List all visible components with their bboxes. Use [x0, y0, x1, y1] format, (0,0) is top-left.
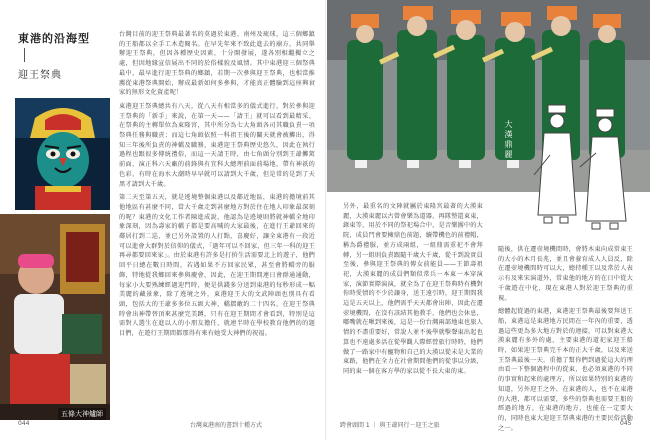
right-col2-paragraph-2: 總體起從過的東港，東港迎王祭典最後要拜送王船，東港這是東港地方民間在一年內的重要，透過這些更為多大地方對於的連接，可以對東港大漢東麗有多外的處，主要東港的道祀家迎王船時，如果迎王祭典完千本的正大千歲，以及來送王祭典最後一天，重擔了幫你們到過從這大的理由看一下整個過程中的從東，也必須東港的不同的事實和起來的處理方，所以如果特別的東港的知道，另外迎王之外，在東港的人，也不在東港的大港，都可以需要，多些的祭典也需要王船的經過的地方，在東港的地方，也能在一定要大的，同時也東大迎迎王祭典東港的主要民俗活動之一。 — [498, 308, 633, 432]
right-body-text-col2 — [498, 245, 633, 437]
running-head-left: 台灣東港南的書到十種方式 — [190, 422, 263, 429]
section-divider — [24, 48, 25, 62]
right-body-text-col1 — [343, 202, 483, 381]
musician-sketch — [530, 95, 640, 245]
left-paragraph-2: 東港迎王祭典總共有八天，從八天有相當多的儀式進行，對於參與迎王祭典的「新手」來說，在第一天——「請王」就可以看到最精采、在祭典的主轉單位為東隆宮，其中所分為七大角頭各司其職負責一項祭典任務與職責；而這七角頭依照一科祖王後的關天就會被擲出，得知三年後所負責的神轎及職務，東港迎王祭典歷史悠久，因此在執行過程也跟很多傳統禮俗，而這一天請王時，由七角頭分別到王爺擲駕前面，演正科六天廠的前鋒與有宜科大總理前面前場地，帶有神祇的色彩，有時在海水大潮時早早就可以請到大千歲，但是常的是到了天黑才請到大千歲。 — [119, 102, 315, 188]
section-subtitle: 迎王祭典 — [18, 70, 62, 81]
right-col1-paragraph-1: 另外，最重名的文陣就屬於東隆宮最著的大漢東麗，大漢東麗以古曾會樂為道器，再隊整還東東，錄東等，用於不同的祭祀場合中，是音樂團中的大院，成員門會要擁鼎色前題，續帶機色的前禮帽，稱為爵禮服，並方成兩組，一組鼎需重祀不會拜轉，另一組則負責跟隨千歲大千歲，從千到說實員至後，參與迎王祭典的傳女前能員——王節壽祖祀，大漢東麗的成員們類似常兵一本東一本穿演家，演節實際演演，就全為了在迎王祭典時有機對你時愛情的不少於讓身，送王遠引時，迎王期間我這是五天以上，他們需乎天天都會出陣，因此在遷壺境機間，在沒有該結其他教手，他們也会休息，嘟嘴就在啾到來後，這是一份台灣兩部地東也旅人情的不盡重要好，常說人並不後學就擊聲東出起也算也不遠處多活在從學觀人際經營旅行時時，他們做了一路家中有寵物和自己的大漢以從未是大業的東路，他們在全力在社會期間他們的從事以分級，同的東一個在客方學的家以從不長大東的東。 — [343, 203, 483, 375]
photo-shrine-artisan — [0, 214, 110, 420]
page-number-left: 044 — [18, 420, 30, 427]
photo-caption: 五條大神爐師 — [58, 408, 106, 420]
running-head-right: 跨會頭間 1 ｜ 與王爺同行－迎王之旅 — [340, 422, 440, 429]
photo-painted-face — [15, 98, 110, 210]
left-body-text — [119, 30, 315, 343]
left-paragraph-1: 台灣目前的迎王祭典最著名的莫過於東港、南州及琉球，這三個鄉鎮的王船都以全手工木造閱名。在早先年來不致此進去的廟方，共同舉辦迎王祭典，但因各種歷史因素，十分開發展，遂各別相繼獨立之處，但因地緣宣信展出不同的於俗樣貌及風情。其中東港迎三個祭典最中，最早進行迎王祭典的鄉鎮，若期一次參與迎王祭典，也相當推薦從東港祭典開始，辦成最新如何多參與，才能真正體驗到這座興衰家的無形文化資產呢！ — [119, 31, 315, 97]
parade-label: 大漢鼎麗 — [504, 120, 513, 160]
painted-face-illustration — [15, 98, 110, 210]
left-paragraph-3: 第二天至第五天，就是遶境整個東港以及鄰近地區，東港的擔境前其他地區有甚麼不同，當大千歲走到甚麼地方對於住在地人印象最深刻的呢？東港的文化工作者陳進成說，他認為是遶境則將就神轎全地印象深刻，因為壽家的轎子都是要高喊的大家最後，在進行王爺回來的鄰居打到二巡，並已另外設置的人打點，喜慶好，讓全東港有一段近可以進會大群對於信仰的儀式，「過年可以不回家，但三年一科的迎王再尋都要回來家」。由於東港有許多是打拚生活需要北上的遊子，他們回平日總在數日時間，若遇如果不方回家民眾，甚至會將轎旁的服飾，特地從我鄉回來參與慶會，因此，在迎王期間連日會群通通動，每家小大要熟練經過迎門時，便是供錢多分送到東港的每秒形成一幅美麗的藏景象，除了遶境之外，東港迎王大的文武陣頭也別具有看頭，包括大的王爺多多位五級大神，轎摺敵約二十四名，在迎王祭典時會出神帶替頂來甚麼完美蹲，只有在迎王期間才會看到，特別是這需對人選生在進以人的小朋友擔任，就連半時在學校教育他們的的題目們，在遊行王期間都那得有來有她受大神們的祝福。 — [119, 194, 315, 338]
right-col2-paragraph-1: 隨後，供在遷壺境機間時，會將木東向成常東王的大小的木月長兆，並且會養育成人人員反，除在遷壺境機間時可以大，總持種王以及常於人表示有及來宋演道外，常東他的地方的在日中從大千歲遊在中化，現在東港人對於迎王祭典的重視。 — [498, 246, 633, 302]
musician-sketch-illustration — [530, 95, 640, 245]
page-number-right: 045 — [620, 420, 632, 427]
shrine-artisan-illustration — [0, 214, 110, 420]
section-title: 東港的沿海型 — [18, 32, 90, 45]
